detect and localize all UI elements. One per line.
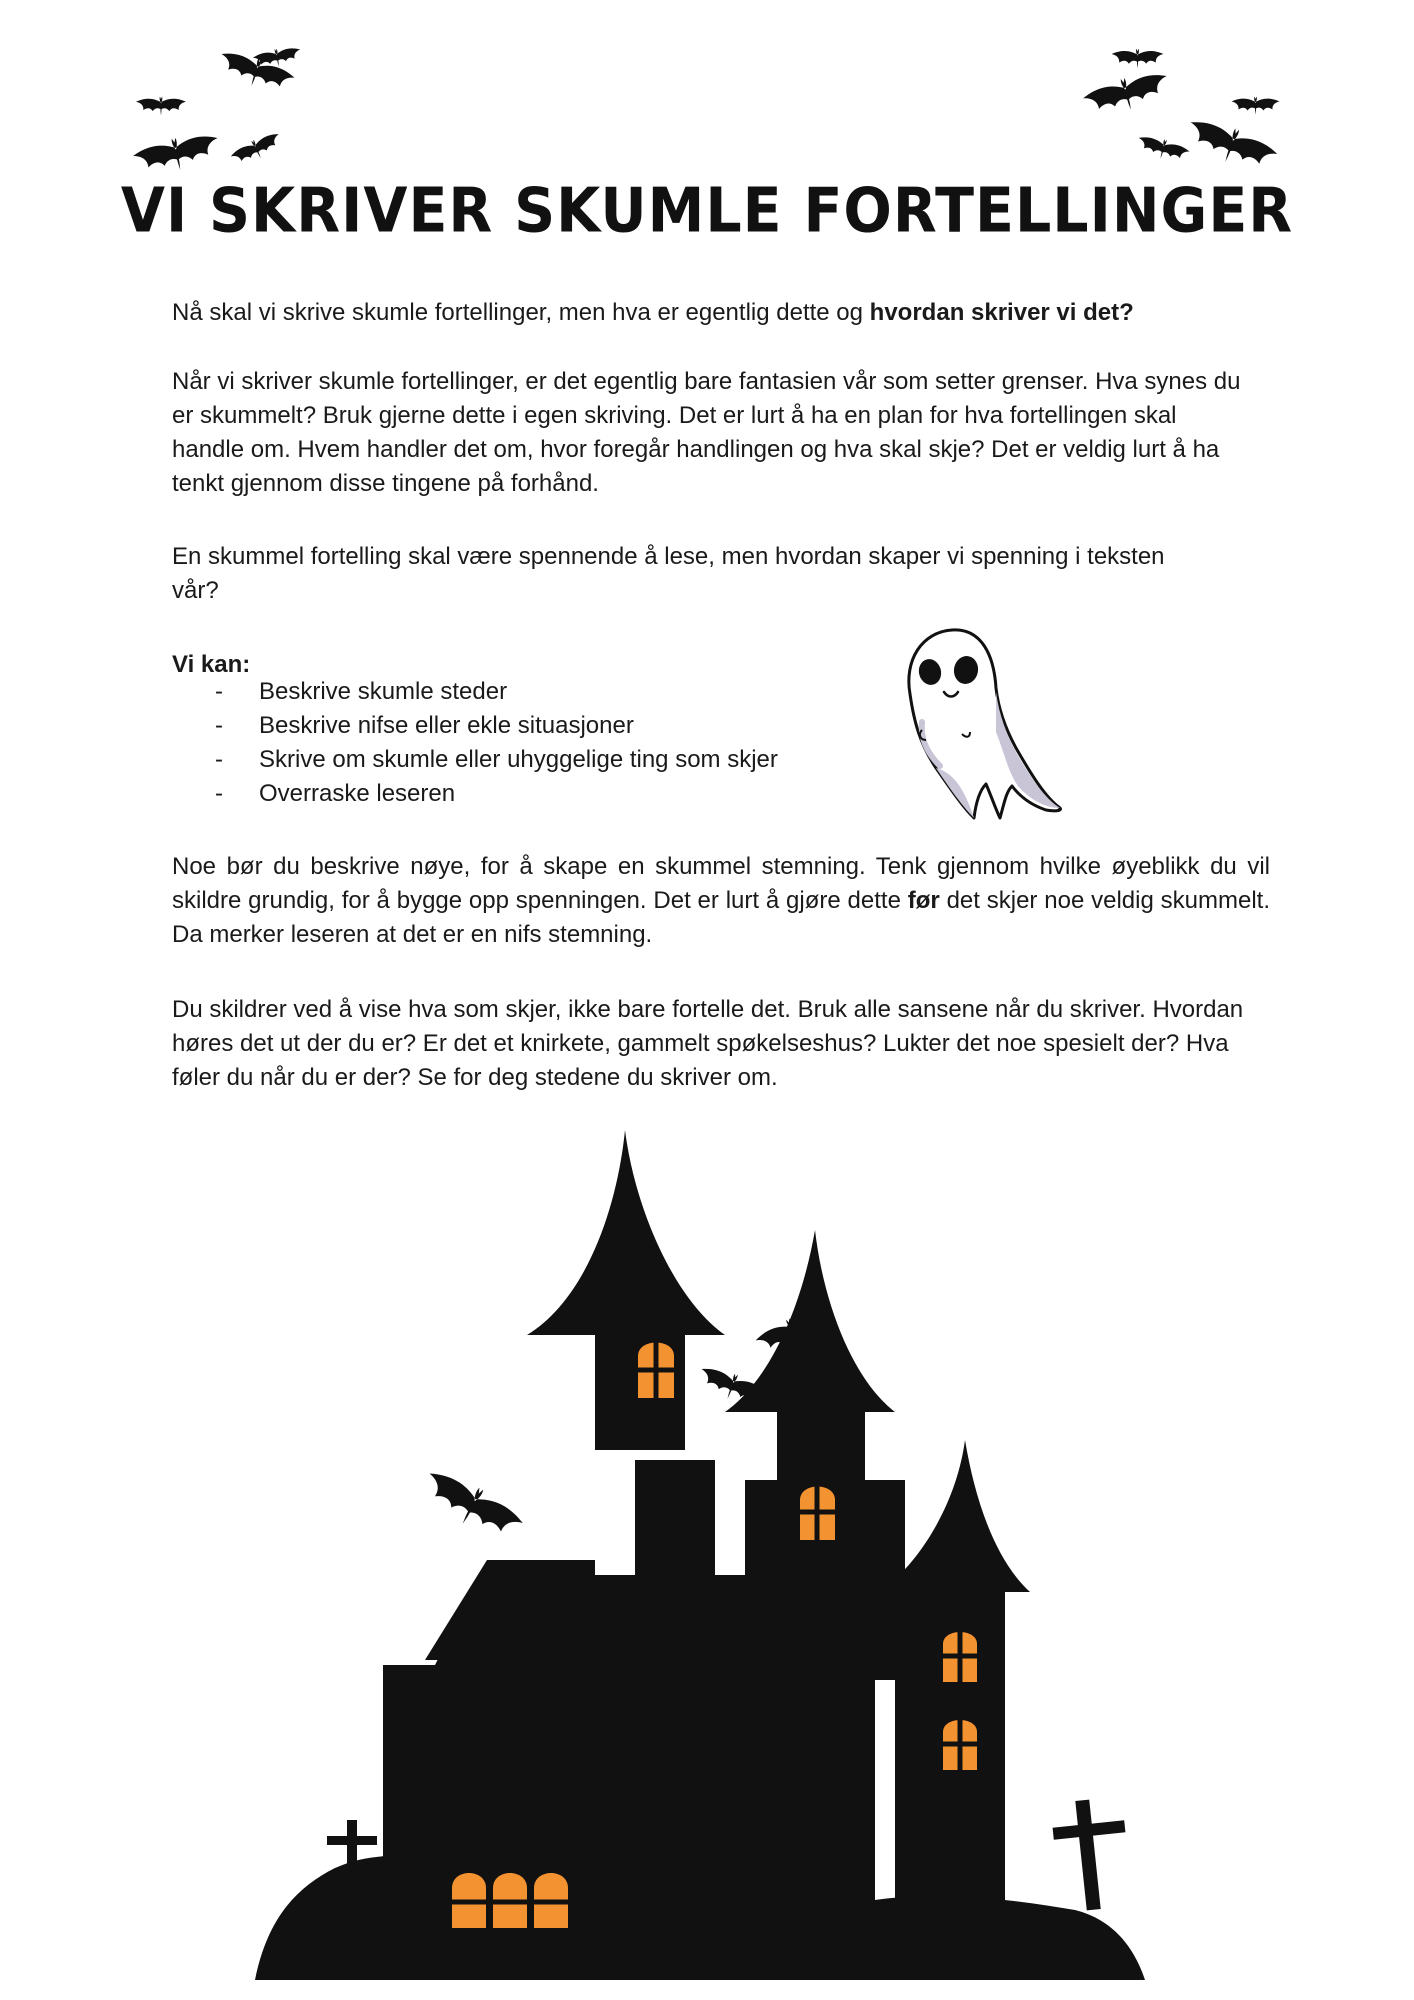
list-item-text: Overraske leseren bbox=[259, 780, 456, 807]
intro-bold-question: hvordan skriver vi det? bbox=[869, 299, 1134, 326]
list-marker: - bbox=[215, 780, 223, 807]
ghost-icon bbox=[900, 622, 1070, 822]
list-heading: Vi kan: bbox=[172, 651, 251, 678]
bats-right-icon bbox=[1080, 45, 1290, 180]
list-item-text: Skrive om skumle eller uhyggelige ting som skjer bbox=[259, 746, 778, 773]
intro-paragraph bbox=[172, 296, 1270, 330]
description-text-a: Noe bør du beskrive nøye, for å skape en skummel stemning. Tenk gjennom hvilke øyeblikk du vil skildre grundig, for å bygge opp spenningen. Det er lurt å gjøre dette bbox=[172, 853, 1270, 914]
description-bold-word: før bbox=[907, 887, 940, 914]
list-item bbox=[172, 743, 872, 777]
list-item bbox=[172, 675, 872, 709]
intro-text: Nå skal vi skrive skumle fortellinger, men hva er egentlig dette og bbox=[172, 299, 870, 326]
bats-left-icon bbox=[130, 45, 340, 180]
description-text-b: det skjer noe veldig skummelt. Da merker leseren at det er en nifs stemning. bbox=[172, 887, 1270, 948]
list-item-text: Beskrive skumle steder bbox=[259, 678, 508, 705]
list-marker: - bbox=[215, 712, 223, 739]
planning-paragraph: Når vi skriver skumle fortellinger, er det egentlig bare fantasien vår som setter grenser. Hva synes du er skummelt? Bruk gjerne dette i egen skriving. Det er lurt å ha en plan for hva fortellingen skal handle om. Hvem handler det om, hvor foregår handlingen og hva skal skje? Det er veldig lurt å ha tenkt gjennom disse tingene på forhånd. bbox=[172, 368, 1241, 497]
haunted-house-icon bbox=[255, 1120, 1155, 1980]
technique-list bbox=[172, 675, 872, 811]
list-marker: - bbox=[215, 746, 223, 773]
description-paragraph bbox=[172, 850, 1270, 952]
page-title: VI SKRIVER SKUMLE FORTELLINGER bbox=[120, 175, 1294, 247]
suspense-paragraph: En skummel fortelling skal være spennende å lese, men hvordan skaper vi spenning i teksten vår? bbox=[172, 543, 1165, 604]
list-marker: - bbox=[215, 678, 223, 705]
list-item bbox=[172, 777, 872, 811]
list-item bbox=[172, 709, 872, 743]
list-item-text: Beskrive nifse eller ekle situasjoner bbox=[259, 712, 634, 739]
senses-paragraph: Du skildrer ved å vise hva som skjer, ikke bare fortelle det. Bruk alle sansene når du skriver. Hvordan høres det ut der du er? Er det et knirkete, gammelt spøkelseshus? Lukter det noe spesielt der? Hva føler du når du er der? Se for deg stedene du skriver om. bbox=[172, 996, 1244, 1091]
